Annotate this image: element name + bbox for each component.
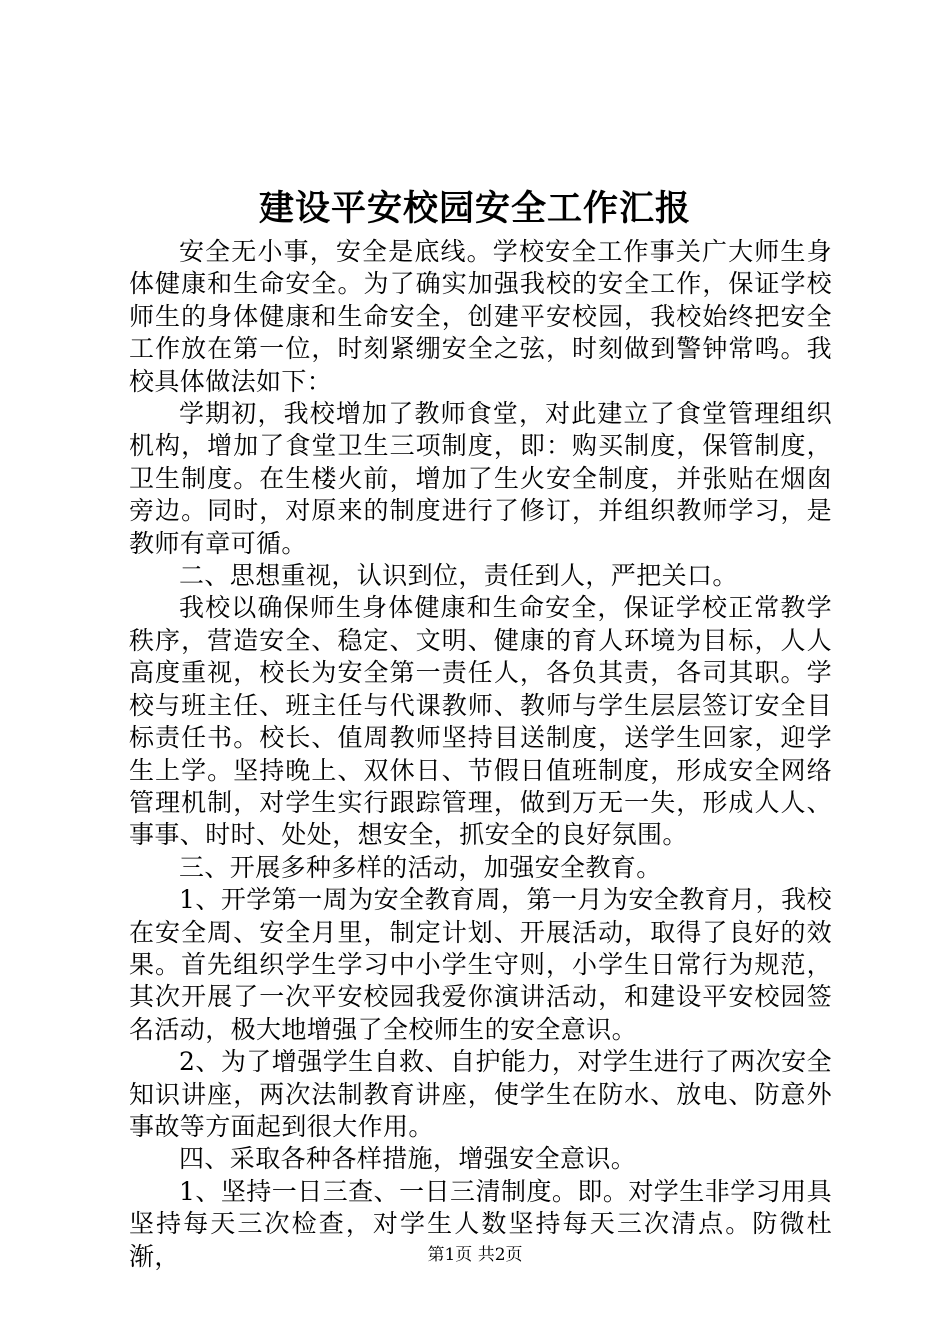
paragraph: 1、坚持一日三查、一日三清制度。即。对学生非学习用具坚持每天三次检查，对学生人数坚持每天三次清点。防微杜渐， — [129, 1176, 832, 1271]
section-heading: 二、思想重视，认识到位，责任到人，严把关口。 — [179, 561, 738, 591]
page-number-footer: 第1页 共2页 — [427, 1245, 523, 1265]
section-heading: 四、采取各种各样措施，增强安全意识。 — [179, 1144, 637, 1174]
paragraph: 2、为了增强学生自救、自护能力，对学生进行了两次安全知识讲座，两次法制教育讲座，使学生在防水、放电、防意外事故等方面起到很大作用。 — [129, 1047, 832, 1141]
section-heading: 三、开展多种多样的活动，加强安全教育。 — [179, 852, 662, 882]
paragraph: 学期初，我校增加了教师食堂，对此建立了食堂管理组织机构，增加了食堂卫生三项制度，即：购买制度，保管制度，卫生制度。在生楼火前，增加了生火安全制度，并张贴在烟囱旁边。同时，对原来的制度进行了修订，并组织教师学习，是教师有章可循。 — [129, 399, 832, 558]
paragraph: 1、开学第一周为安全教育周，第一月为安全教育月，我校在安全周、安全月里，制定计划、开展活动，取得了良好的效果。首先组织学生学习中小学生守则，小学生日常行为规范，其次开展了一次平安校园我爱你演讲活动，和建设平安校园签名活动，极大地增强了全校师生的安全意识。 — [129, 885, 832, 1044]
document-body — [129, 236, 832, 1273]
paragraph: 安全无小事，安全是底线。学校安全工作事关广大师生身体健康和生命安全。为了确实加强我校的安全工作，保证学校师生的身体健康和生命安全，创建平安校园，我校始终把安全工作放在第一位，时刻紧绷安全之弦，时刻做到警钟常鸣。我校具体做法如下： — [129, 237, 832, 396]
document-title: 建设平安校园安全工作汇报 — [258, 188, 691, 229]
paragraph: 我校以确保师生身体健康和生命安全，保证学校正常教学秩序，营造安全、稳定、文明、健康的育人环境为目标，人人高度重视，校长为安全第一责任人，各负其责，各司其职。学校与班主任、班主任与代课教师、教师与学生层层签订安全目标责任书。校长、值周教师坚持目送制度，送学生回家，迎学生上学。坚持晚上、双休日、节假日值班制度，形成安全网络管理机制，对学生实行跟踪管理，做到万无一失，形成人人、事事、时时、处处，想安全，抓安全的良好氛围。 — [129, 593, 832, 850]
